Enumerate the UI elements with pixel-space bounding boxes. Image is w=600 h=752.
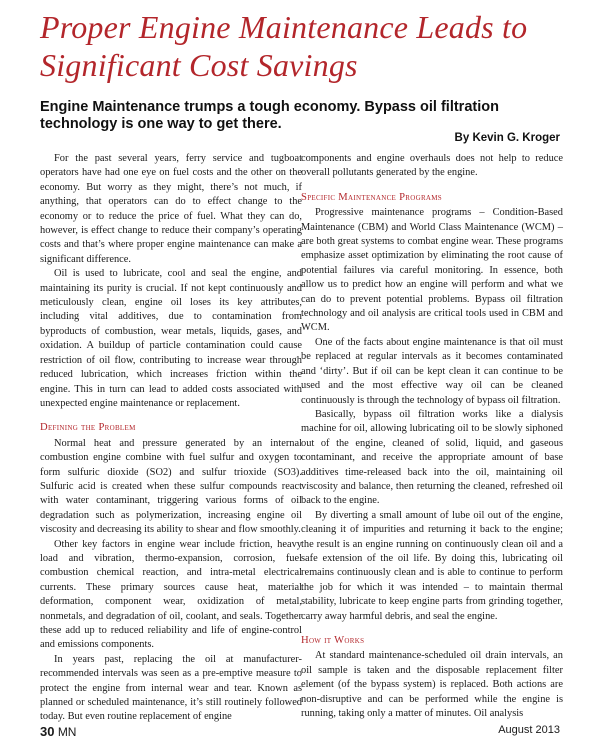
right-column [301, 152, 563, 721]
paragraph: One of the facts about engine maintenance is that oil must be replaced at regular intervals as it becomes contaminated and ‘dirty’. But if oil can be kept clean it can continue to be used and the most effective way oil can be cleaned continuously is through the technology of bypass oil filtration. [301, 336, 563, 406]
paragraph: Progressive maintenance programs – Condition-Based Maintenance (CBM) and World Class Maintenance (WCM) – are both great systems to combat engine wear. These programs emphasize asset optimization by eliminating the root cause of potential failures via careful monitoring. In essence, both allow us to predict how an engine will perform and what we can do to prevent potential problems. Bypass oil filtration technology and oil analysis are critical tools used in CBM and WCM. [301, 207, 563, 334]
paragraph: Normal heat and pressure generated by an internal combustion engine combine with fuel sulfur and oxygen to form sulfuric dioxide (SO2) and sulfur trioxide (SO3). Sulfuric acid is created when these sulfur compounds react with water contaminant, triggering various forms of oil degradation such as polymerization, increasing engine oil viscosity and decreasing its ability to shear and flow smoothly. [40, 437, 302, 536]
paragraph: Oil is used to lubricate, cool and seal the engine, and maintaining its purity is crucial. If not kept continuously and meticulously clean, engine oil loses its key attributes, including vital additives, due to contamination from byproducts of combustion, wear metals, liquids, gases, and oxidation. A buildup of particle contamination could cause restriction of oil flow, contributing to increase wear through reduced lubrication, which increases friction within the engine. This in turn can lead to added costs associated with unexpected engine maintenance or replacement. [40, 268, 302, 409]
article-title: Proper Engine Maintenance Leads to Significant Cost Savings [40, 9, 528, 83]
paragraph: Other key factors in engine wear include friction, heavy load and vibration, thermo-expansion, corrosion, fuel combustion chemical reaction, and intra-metal electrical currents. These primary sources cause heat, material deformation, component wear, oxidization of metal, nonmetals, and degradation of oil, coolant, and seals. Together these add up to reduced reliability and life of engine-control and emissions components. [40, 538, 302, 651]
page-footer-left [40, 724, 76, 739]
left-column [40, 152, 302, 725]
paragraph: At standard maintenance-scheduled oil drain intervals, an oil sample is taken and the disposable replacement filter element (of the bypass system) is replaced. Both actions are non-disruptive and can be performed while the engine is running, taking only a matter of minutes. Oil analysis [301, 650, 563, 720]
page-number: 30 [40, 724, 55, 739]
paragraph: By diverting a small amount of lube oil out of the engine, cleaning it of impurities and returning it back to the engine; the result is an engine running on continuously clean oil and a safe extension of the oil life. By doing this, lubricating oil remains continuously clean and is able to continue to perform the job for which it was intended – to maintain thermal stability, lubricate to keep engine parts from grinding together, carry away harmful debris, and seal the engine. [301, 509, 563, 622]
section-heading: How it Works [301, 635, 365, 646]
section-heading: Defining the Problem [40, 422, 136, 434]
publication-name: MN [57, 725, 77, 739]
paragraph: In years past, replacing the oil at manufacturer-recommended intervals was seen as a pre-emptive measure to protect the engine from internal wear and tear. Known as planned or scheduled maintenance, it’s still routinely followed today. But even routine replacement of engine [40, 653, 302, 723]
paragraph: components and engine overhauls does not help to reduce overall pollutants generated by the engine. [301, 153, 563, 179]
paragraph: Basically, bypass oil filtration works like a dialysis machine for oil, allowing lubricating oil to be slowly siphoned out of the engine, cleaned of solid, liquid, and gaseous contaminant, and receive the appropriate amount of base additives time-released back into the oil, maintaining oil viscosity and balance, then returning the cleaned, refreshed oil back to the engine. [301, 408, 563, 507]
article-subtitle: Engine Maintenance trumps a tough economy. Bypass oil filtration technology is one way to get there. [40, 99, 499, 132]
section-heading: Specific Maintenance Programs [301, 191, 442, 203]
paragraph: For the past several years, ferry service and tugboat operators have had one eye on fuel costs and the other on the economy. But worry as they might, there’s not much, if anything, that operators can do to effect change to the economy or to reduce the price of fuel. What they can do, however, is effect change to reduce their company’s operating costs and that’s where proper engine maintenance can make a significant difference. [40, 153, 302, 265]
author-byline: By Kevin G. Kroger [454, 132, 560, 144]
issue-date: August 2013 [498, 724, 560, 736]
